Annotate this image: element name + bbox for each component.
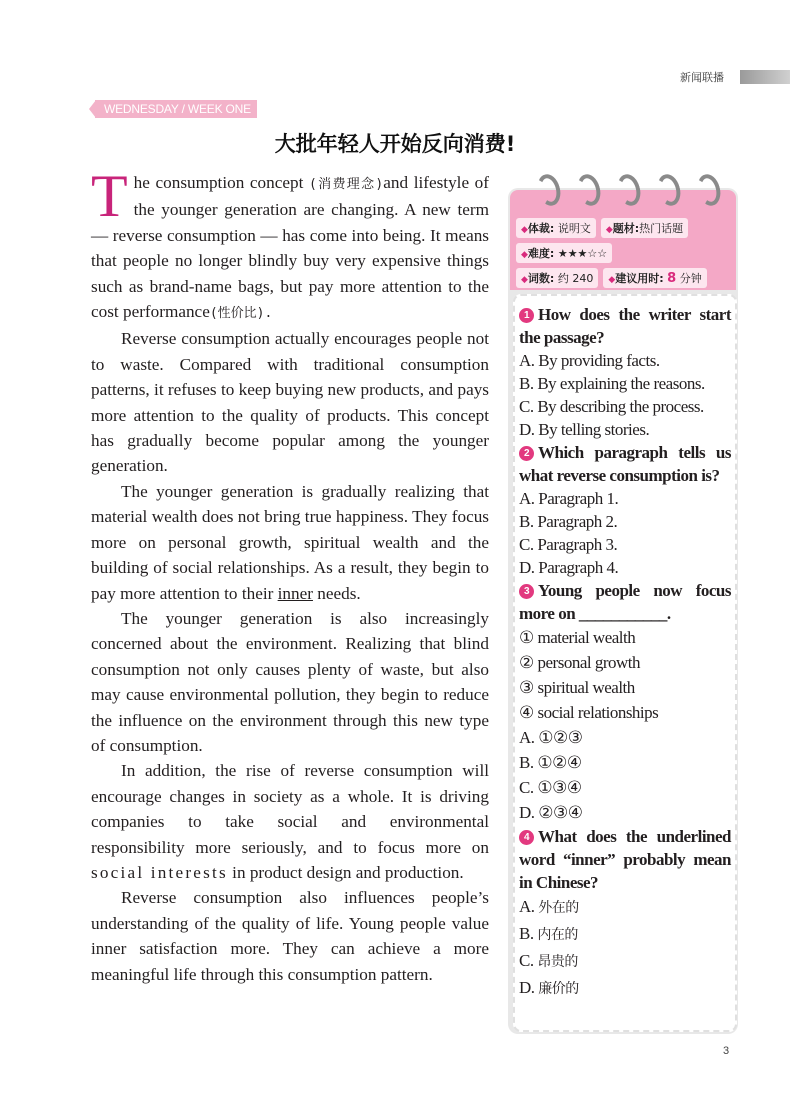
diamond-icon: ◆ (608, 275, 616, 285)
text: In addition, the rise of reverse consumption will encourage changes in society as a whole. It is driving companies to take social and environmental responsibility more seriously, and to focus more on (91, 761, 489, 857)
option[interactable] (519, 948, 731, 975)
difficulty-label: 难度: (527, 247, 555, 260)
number-badge: 3 (519, 584, 534, 599)
difficulty-stars: ★★★☆☆ (557, 247, 608, 260)
genre-value: 说明文 (557, 222, 591, 235)
ring-icon (654, 172, 684, 209)
list-item: ① material wealth (519, 628, 636, 647)
diamond-icon: ◆ (521, 225, 528, 235)
option[interactable]: D. By telling stories. (519, 420, 650, 439)
spaced-text: social interests (91, 862, 228, 882)
question-text: Which paragraph tells us what reverse consumption is? (519, 443, 731, 485)
week-tag: WEDNESDAY / WEEK ONE (95, 100, 257, 118)
option[interactable] (519, 975, 731, 1002)
option[interactable]: B. Paragraph 2. (519, 512, 618, 531)
option[interactable]: A. By providing facts. (519, 351, 660, 370)
page-number: 3 (723, 1045, 730, 1057)
number-badge: 2 (519, 446, 534, 461)
question-2 (519, 441, 731, 487)
option-letter: C. (519, 951, 534, 970)
text: needs. (312, 583, 361, 603)
question-text: How does the writer start the passage? (519, 305, 731, 347)
option-letter: D. (519, 978, 535, 997)
diamond-icon: ◆ (521, 275, 528, 285)
paragraph-1 (91, 163, 490, 326)
paragraph-2: Reverse consumption actually encourages people not to waste. Compared with traditional consumption patterns, it refuses to keep buying new products, and pays more attention to the quality of products. This concept has gradually become popular among the younger generation. (91, 329, 489, 476)
ring-icon (574, 172, 604, 209)
option[interactable]: D. Paragraph 4. (519, 558, 619, 577)
question-1 (519, 303, 731, 349)
paragraph-6: Reverse consumption also influences people’s understanding of the quality of life. Young people value inner satisfaction more. They can achieve a more meaningful life through this consumption pattern. (91, 888, 489, 984)
paragraph-3 (91, 479, 489, 606)
list-item: ③ spiritual wealth (519, 678, 635, 697)
ring-icon (694, 172, 724, 209)
option[interactable] (519, 894, 731, 921)
text: and lifestyle of the younger generation are changing. A new term — reverse consumption — has come into being. It means that people no longer blindly buy very expensive things such as brand-name bags, but pay more attention to the cost performance (91, 173, 490, 322)
underlined-word: inner (277, 583, 313, 603)
difficulty-pill (516, 243, 612, 263)
option[interactable]: B. ①②④ (519, 753, 582, 772)
number-badge: 4 (519, 830, 534, 845)
drop-cap: T (91, 163, 128, 229)
option[interactable]: C. By describing the process. (519, 397, 704, 416)
topic-label: 题材: (612, 222, 640, 235)
info-row-1 (516, 218, 693, 238)
list-item: ② personal growth (519, 653, 640, 672)
paragraph-4: The younger generation is also increasingly concerned about the environment. Realizing that blind consumption not only causes plenty of waste, but also may cause environmental pollution, they begin to reduce the influence on the environment through this new type of consumption. (91, 608, 489, 755)
option-letter: A. (519, 897, 535, 916)
option[interactable]: C. ①③④ (519, 778, 582, 797)
option-text: 廉价的 (538, 981, 579, 997)
quiz-questions (519, 303, 731, 1002)
text: he consumption concept (133, 173, 309, 192)
ring-icon (534, 172, 564, 209)
option-text: 内在的 (537, 927, 578, 943)
topic-pill (601, 218, 688, 238)
ring-icon (614, 172, 644, 209)
question-4 (519, 825, 731, 894)
genre-pill (516, 218, 596, 238)
words-pill (516, 268, 598, 288)
topic-value: 热门话题 (639, 222, 684, 235)
option[interactable]: B. By explaining the reasons. (519, 374, 705, 393)
time-label: 建议用时: (615, 272, 664, 285)
question-3 (519, 579, 731, 625)
option[interactable]: C. Paragraph 3. (519, 535, 618, 554)
time-pill (603, 268, 706, 288)
option-letter: B. (519, 924, 534, 943)
page-title: 大批年轻人开始反向消费! (274, 132, 516, 156)
article-body (91, 163, 490, 987)
section-label: 新闻联播 (680, 71, 724, 84)
option[interactable] (519, 921, 731, 948)
option[interactable]: A. Paragraph 1. (519, 489, 619, 508)
chinese-note: (消费理念) (308, 177, 384, 192)
info-row-2 (516, 243, 617, 263)
option[interactable]: D. ②③④ (519, 803, 583, 822)
chinese-note: (性价比). (209, 306, 273, 322)
list-item: ④ social relationships (519, 703, 659, 722)
binder-rings (510, 174, 736, 204)
text: in product design and production. (227, 862, 464, 882)
info-row-3 (516, 268, 712, 288)
option-text: 外在的 (538, 900, 579, 916)
question-text: Young people now focus more on ___________. (519, 581, 731, 623)
words-label: 词数: (527, 272, 555, 285)
number-badge: 1 (519, 308, 534, 323)
diamond-icon: ◆ (605, 225, 613, 235)
genre-label: 体裁: (527, 222, 555, 235)
words-value: 约 240 (557, 272, 594, 285)
time-number: 8 (667, 271, 677, 286)
option[interactable]: A. ①②③ (519, 728, 583, 747)
time-unit: 分钟 (679, 272, 702, 285)
diamond-icon: ◆ (521, 250, 528, 260)
paragraph-5 (91, 758, 489, 885)
header-bar (740, 70, 790, 84)
text: The younger generation is gradually realizing that material wealth does not bring true happiness. They focus more on personal growth, spiritual wealth and the building of social relationships. As a result, they begin to pay more attention to their (91, 481, 489, 603)
question-text: What does the underlined word “inner” probably mean in Chinese? (519, 827, 731, 892)
option-text: 昂贵的 (537, 954, 578, 970)
